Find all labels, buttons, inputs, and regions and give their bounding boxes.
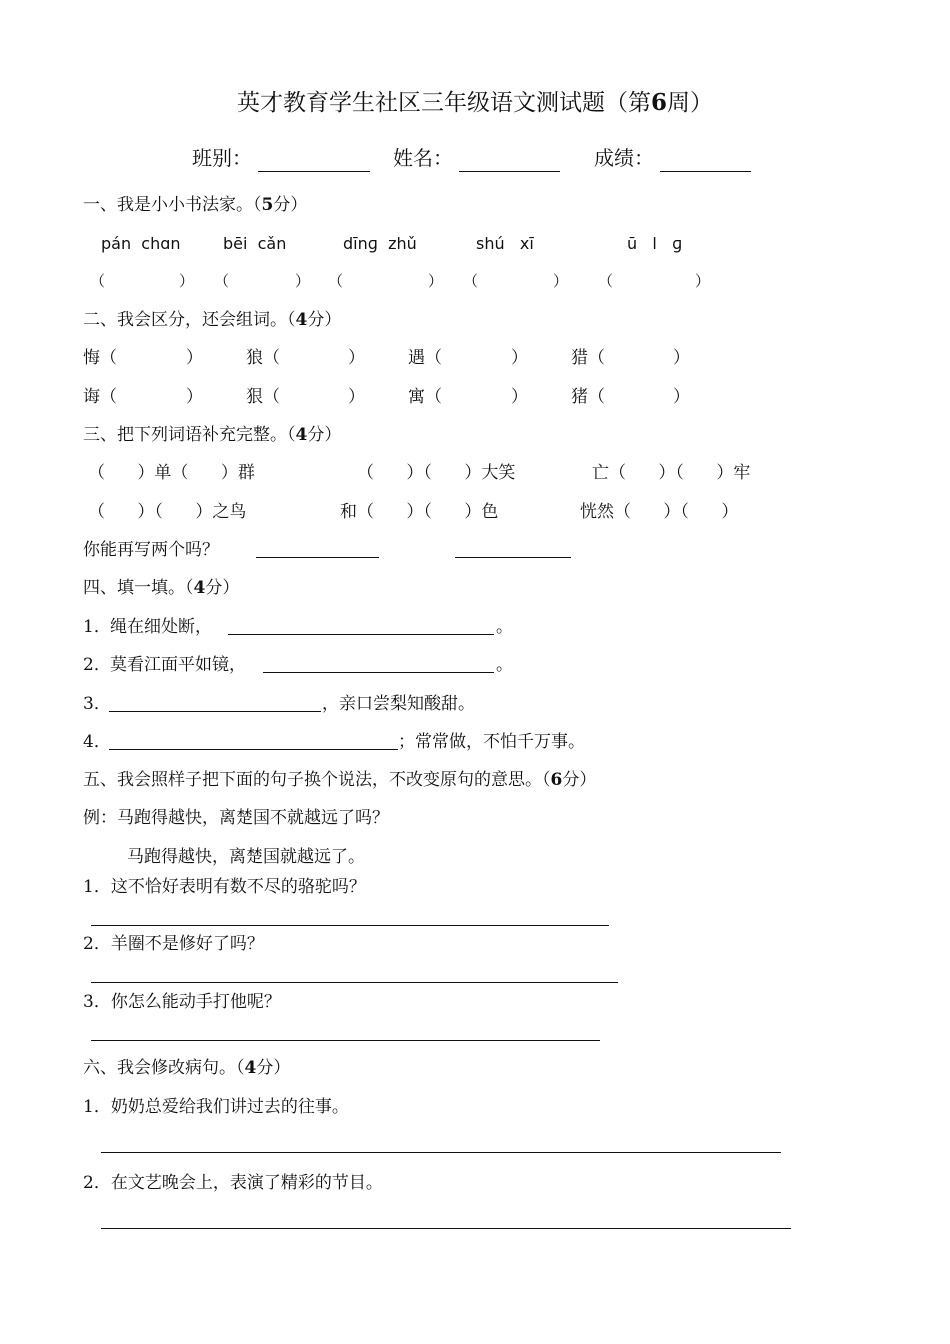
char-paren-close: ） xyxy=(186,348,203,368)
answer-paren-close: ） xyxy=(695,272,711,290)
pinyin-item: ū l ɡ xyxy=(627,234,683,253)
pinyin-item: shú xī xyxy=(476,234,534,253)
extra-prompt: 你能再写两个吗？ xyxy=(83,540,219,560)
answer-line[interactable] xyxy=(109,711,321,712)
section-6-heading xyxy=(83,1058,290,1078)
question-end: 。 xyxy=(496,655,513,675)
char-item: 寓（ xyxy=(408,387,442,407)
char-paren-close: ） xyxy=(673,387,690,407)
char-paren-close: ） xyxy=(348,348,365,368)
answer-line[interactable] xyxy=(263,672,494,673)
answer-paren-open: （ xyxy=(90,272,106,290)
char-paren-close: ） xyxy=(186,387,203,407)
section-heading-text: 三、把下列词语补充完整。（ xyxy=(83,425,296,445)
class-field[interactable] xyxy=(258,171,370,172)
char-paren-close: ） xyxy=(511,348,528,368)
question-text: 3．你怎么能动手打他呢？ xyxy=(83,992,281,1012)
section-score: 4 xyxy=(295,310,308,330)
answer-paren-open: （ xyxy=(328,272,344,290)
section-heading-text: 五、我会照样子把下面的句子换个说法，不改变原句的意思。（ xyxy=(83,770,551,790)
answer-line[interactable] xyxy=(91,925,609,926)
section-heading-text: 六、我会修改病句。（ xyxy=(83,1058,245,1078)
section-1-heading xyxy=(83,195,307,215)
score-label: 成绩： xyxy=(594,146,654,170)
section-heading-text: 一、我是小小书法家。（ xyxy=(83,195,262,215)
title-main: 英才教育学生社区三年级语文测试题（第 xyxy=(236,90,651,116)
question-number: 1． xyxy=(83,617,111,637)
answer-line[interactable] xyxy=(91,1040,600,1041)
section-score-unit: 分） xyxy=(205,578,240,598)
char-paren-close: ） xyxy=(348,387,365,407)
section-score-unit: 分） xyxy=(307,310,342,330)
answer-line[interactable] xyxy=(228,634,494,635)
section-score: 4 xyxy=(244,1058,257,1078)
char-paren-close: ） xyxy=(511,387,528,407)
char-paren-close: ） xyxy=(673,348,690,368)
char-item: 狼（ xyxy=(246,348,280,368)
section-score: 4 xyxy=(295,425,308,445)
answer-line[interactable] xyxy=(91,982,618,983)
answer-paren-open: （ xyxy=(463,272,479,290)
answer-paren-open: （ xyxy=(598,272,614,290)
char-item: 遇（ xyxy=(408,348,442,368)
question-text: ，亲口尝梨知酸甜。 xyxy=(322,694,475,714)
question-number: 2． xyxy=(83,655,111,675)
idiom-item: （ ）（ ）之鸟 xyxy=(88,502,247,522)
pinyin-item: pán chɑn xyxy=(101,234,181,253)
char-item: 悔（ xyxy=(83,348,117,368)
char-item: 诲（ xyxy=(83,387,117,407)
name-field[interactable] xyxy=(459,171,560,172)
question-end: 。 xyxy=(496,617,513,637)
pinyin-item: dīnɡ zhǔ xyxy=(343,234,417,253)
answer-paren-close: ） xyxy=(553,272,569,290)
answer-line[interactable] xyxy=(101,1152,781,1153)
question-text: ；常常做，不怕千万事。 xyxy=(398,732,585,752)
section-score-unit: 分） xyxy=(307,425,342,445)
name-label: 姓名： xyxy=(393,146,453,170)
question-number: 3． xyxy=(83,694,111,714)
page-title xyxy=(0,88,950,118)
section-heading-text: 四、填一填。（ xyxy=(83,578,194,598)
title-end: 周） xyxy=(667,90,713,116)
section-3-heading xyxy=(83,425,341,445)
idiom-item: （ ）（ ）大笑 xyxy=(357,463,516,483)
idiom-item: 亡（ ）（ ）牢 xyxy=(592,463,751,483)
char-item: 猎（ xyxy=(571,348,605,368)
section-score-unit: 分） xyxy=(562,770,597,790)
answer-paren-close: ） xyxy=(295,272,311,290)
section-score: 5 xyxy=(261,195,274,215)
example-answer: 马跑得越快，离楚国就越远了。 xyxy=(127,847,365,867)
answer-paren-open: （ xyxy=(214,272,230,290)
score-field[interactable] xyxy=(660,171,751,172)
question-text: 2．羊圈不是修好了吗？ xyxy=(83,934,264,954)
example-question: 例：马跑得越快，离楚国不就越远了吗？ xyxy=(83,808,389,828)
idiom-item: （ ）单（ ）群 xyxy=(88,463,255,483)
section-score-unit: 分） xyxy=(256,1058,291,1078)
section-score: 4 xyxy=(193,578,206,598)
section-2-heading xyxy=(83,310,341,330)
answer-paren-close: ） xyxy=(179,272,195,290)
section-heading-text: 二、我会区分，还会组词。（ xyxy=(83,310,296,330)
answer-paren-close: ） xyxy=(428,272,444,290)
answer-line[interactable] xyxy=(101,1228,791,1229)
question-text: 1．这不恰好表明有数不尽的骆驼吗？ xyxy=(83,877,366,897)
answer-line[interactable] xyxy=(256,557,379,558)
question-text: 莫看江面平如镜， xyxy=(110,655,246,675)
answer-line[interactable] xyxy=(455,557,571,558)
title-week: 6 xyxy=(650,89,667,116)
char-item: 猪（ xyxy=(571,387,605,407)
idiom-item: 恍然（ ）（ ） xyxy=(580,502,739,522)
section-score: 6 xyxy=(550,770,563,790)
char-item: 狠（ xyxy=(246,387,280,407)
section-score-unit: 分） xyxy=(273,195,308,215)
section-5-heading xyxy=(83,770,596,790)
question-text: 绳在细处断， xyxy=(110,617,212,637)
answer-line[interactable] xyxy=(109,749,398,750)
pinyin-item: bēi cǎn xyxy=(223,234,287,253)
question-text: 1．奶奶总爱给我们讲过去的往事。 xyxy=(83,1097,349,1117)
question-number: 4． xyxy=(83,732,111,752)
question-text: 2．在文艺晚会上，表演了精彩的节目。 xyxy=(83,1173,383,1193)
section-4-heading xyxy=(83,578,239,598)
class-label: 班别： xyxy=(192,146,252,170)
idiom-item: 和（ ）（ ）色 xyxy=(340,502,499,522)
